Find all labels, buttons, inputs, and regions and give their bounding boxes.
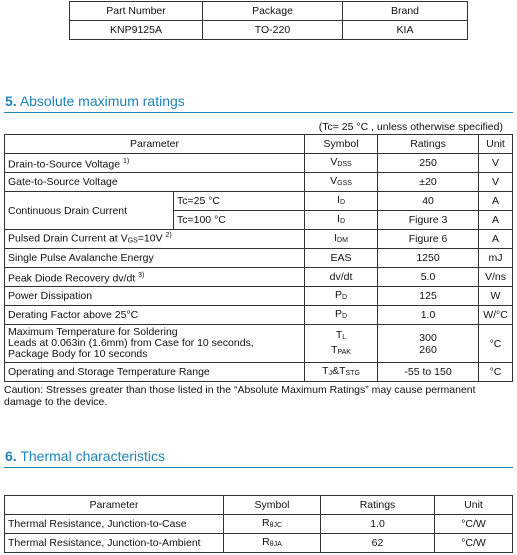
unit-cell: mJ	[479, 249, 513, 268]
rating-cell: 1.0	[378, 306, 479, 325]
parameter-cell: Pulsed Drain Current at $V_{GS}=10V$ $^{2)}$	[5, 230, 305, 249]
unit-cell: A	[479, 211, 513, 230]
thermal-characteristics-table	[4, 495, 513, 553]
header-ratings: Ratings	[378, 135, 479, 154]
unit-cell: W	[479, 287, 513, 306]
header-symbol: Symbol	[224, 496, 321, 515]
header-brand: Brand	[343, 2, 468, 21]
header-part-number: Part Number	[70, 2, 203, 21]
brand-value: KIA	[343, 21, 468, 40]
parameter-cell: Derating Factor above 25°C	[5, 306, 305, 325]
unit-cell: V/ns	[479, 268, 513, 287]
package-value: TO-220	[203, 21, 343, 40]
section-title: Thermal characteristics	[20, 448, 166, 464]
condition-cell: Tc=100 °C	[174, 211, 305, 230]
rating-cell: 62	[321, 534, 435, 553]
parameter-cell: Power Dissipation	[5, 287, 305, 306]
symbol-cell: $P_D$	[305, 287, 378, 306]
section-6-heading	[5, 448, 165, 464]
header-unit: Unit	[479, 135, 513, 154]
header-unit: Unit	[435, 496, 513, 515]
table-row	[5, 249, 513, 268]
rating-cell: 250	[378, 154, 479, 173]
section-title: Absolute maximum ratings	[19, 93, 185, 109]
table-row	[70, 21, 468, 40]
caution-note: Caution: Stresses greater than those listed in the “Absolute Maximum Ratings” may cause permanent damage to the device.	[4, 384, 476, 408]
rating-cell: 1.0	[321, 515, 435, 534]
rating-cell: Figure 6	[378, 230, 479, 249]
symbol-cell: $V_{GSS}$	[305, 173, 378, 192]
table-row	[5, 534, 513, 553]
rating-cell: Figure 3	[378, 211, 479, 230]
table-row	[5, 515, 513, 534]
section-divider	[4, 467, 513, 468]
rating-cell: ±20	[378, 173, 479, 192]
table-row	[5, 154, 513, 173]
section-number: 6.	[5, 448, 17, 464]
unit-cell: °C/W	[435, 515, 513, 534]
table-row	[5, 192, 513, 211]
unit-cell: °C/W	[435, 534, 513, 553]
unit-cell: W/°C	[479, 306, 513, 325]
table-row	[5, 268, 513, 287]
parameter-cell: Peak Diode Recovery dv/dt $^{3)}$	[5, 268, 305, 287]
parameter-cell: Single Pulse Avalanche Energy	[5, 249, 305, 268]
soldering-line-2: Leads at 0.063in (1.6mm) from Case for 10 seconds,	[8, 337, 254, 349]
symbol-cell: $I_D$	[305, 211, 378, 230]
unit-cell: °C	[479, 363, 513, 382]
symbol-cell: EAS	[305, 249, 378, 268]
parameter-cell: Thermal Resistance, Junction-to-Ambient	[5, 534, 224, 553]
symbol-cell: $P_D$	[305, 306, 378, 325]
part-number-value: KNP9125A	[70, 21, 203, 40]
section-number: 5.	[5, 93, 17, 109]
table-row	[5, 230, 513, 249]
unit-cell: V	[479, 173, 513, 192]
header-package: Package	[203, 2, 343, 21]
unit-cell: A	[479, 192, 513, 211]
symbol-cell: $V_{DSS}$	[305, 154, 378, 173]
symbol-cell: $T_J\&T_{STG}$	[305, 363, 378, 382]
rating-cell: 300 260	[378, 325, 479, 363]
header-symbol: Symbol	[305, 135, 378, 154]
rating-cell: 5.0	[378, 268, 479, 287]
rating-cell: 125	[378, 287, 479, 306]
rating-cell: -55 to 150	[378, 363, 479, 382]
table-row	[5, 325, 513, 363]
parameter-cell: Continuous Drain Current	[5, 192, 174, 230]
table-header-row	[70, 2, 468, 21]
symbol-cell: $I_D$	[305, 192, 378, 211]
ordering-table	[69, 1, 468, 40]
table-row	[5, 173, 513, 192]
soldering-line-3: Package Body for 10 seconds	[8, 348, 148, 360]
table-header-row	[5, 496, 513, 515]
condition-note: (Tc= 25 °C , unless otherwise specified)	[318, 121, 503, 133]
section-divider	[4, 112, 513, 113]
table-row	[5, 363, 513, 382]
table-header-row	[5, 135, 513, 154]
table-row	[5, 306, 513, 325]
symbol-cell: dv/dt	[305, 268, 378, 287]
symbol-cell: $I_{DM}$	[305, 230, 378, 249]
rating-cell: 1250	[378, 249, 479, 268]
symbol-cell: $T_L$ $T_{PAK}$	[305, 325, 378, 363]
parameter-cell: Drain-to-Source Voltage $^{1)}$	[5, 154, 305, 173]
parameter-cell	[5, 325, 305, 363]
header-parameter: Parameter	[5, 135, 305, 154]
parameter-cell: Thermal Resistance, Junction-to-Case	[5, 515, 224, 534]
unit-cell: °C	[479, 325, 513, 363]
symbol-cell: $R_{\theta JC}$	[224, 515, 321, 534]
section-5-heading	[5, 93, 185, 109]
rating-cell: 40	[378, 192, 479, 211]
table-row	[5, 287, 513, 306]
unit-cell: A	[479, 230, 513, 249]
soldering-line-1: Maximum Temperature for Soldering	[8, 326, 178, 338]
symbol-cell: $R_{\theta JA}$	[224, 534, 321, 553]
unit-cell: V	[479, 154, 513, 173]
parameter-cell: Gate-to-Source Voltage	[5, 173, 305, 192]
header-parameter: Parameter	[5, 496, 224, 515]
condition-cell: Tc=25 °C	[174, 192, 305, 211]
header-ratings: Ratings	[321, 496, 435, 515]
parameter-cell: Operating and Storage Temperature Range	[5, 363, 305, 382]
absolute-max-ratings-table	[4, 134, 513, 382]
